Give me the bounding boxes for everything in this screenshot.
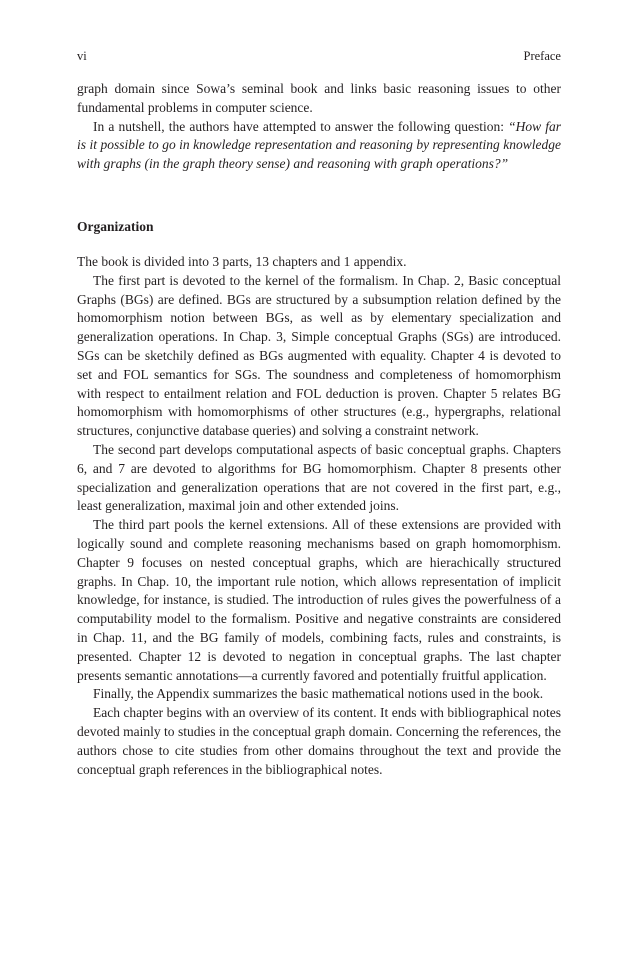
paragraph: graph domain since Sowa’s seminal book and links basic reasoning issues to other fundamental problems in computer science. bbox=[77, 81, 561, 115]
paragraph: Each chapter begins with an overview of its content. It ends with bibliographical notes devoted mainly to studies in the conceptual graph domain. Concerning the references, the authors chose to cite studies from other domains throughout the text and provide the conceptual graph references in the bibliographical notes. bbox=[77, 705, 561, 777]
running-section-title: Preface bbox=[523, 49, 561, 63]
intro-text bbox=[77, 80, 561, 174]
running-head bbox=[77, 48, 561, 64]
question-quote: “How far is it possible to go in knowledge representation and reasoning by representing knowledge with graphs (in the graph theory sense) and reasoning with graph operations?” bbox=[77, 118, 561, 172]
organization-text bbox=[77, 253, 561, 779]
paragraph: The book is divided into 3 parts, 13 chapters and 1 appendix. bbox=[77, 254, 407, 269]
question-lead: In a nutshell, the authors have attempted to answer the following question: bbox=[93, 118, 509, 134]
paragraph: The third part pools the kernel extensions. All of these extensions are provided with logically sound and complete reasoning mechanisms based on graph homomorphism. Chapter 9 focuses on nested conceptual graphs, which are hierachically structured graphs. In Chap. 10, the important rule notion, which allows representation of implicit knowledge, for instance, is studied. The introduction of rules gives the powerfulness of a computability model to the formalism. Positive and negative constraints are considered in Chap. 11, and the BG family of models, combining facts, rules and constraints, is presented. Chapter 12 is devoted to negation in conceptual graphs. The last chapter presents semantic annotations—a currently favored and potentially fruitful application. bbox=[77, 517, 561, 683]
section-heading: Organization bbox=[77, 219, 154, 234]
paragraph: Finally, the Appendix summarizes the basic mathematical notions used in the book. bbox=[93, 686, 544, 702]
paragraph: The first part is devoted to the kernel of the formalism. In Chap. 2, Basic conceptual Graphs (BGs) are defined. BGs are structured by a subsumption relation defined by the homomorphism notion between BGs, as well as by elementary specialization and generalization operations. In Chap. 3, Simple conceptual Graphs (SGs) are introduced. SGs can be sketchily defined as BGs augmented with equality. Chapter 4 is devoted to set and FOL semantics for SGs. The soundness and completeness of homomorphism with respect to entailment relation and FOL deduction is proven. Chapter 5 relates BG homomorphism with homomorphisms of other structures (e.g., hypergraphs, relational structures, conjunctive database queries) and solving a constraint network. bbox=[77, 272, 561, 439]
paragraph: The second part develops computational aspects of basic conceptual graphs. Chapters 6, and 7 are devoted to algorithms for BG homomorphism. Chapter 8 presents other specialization and generalization operations that are not covered in the first part, e.g., least generalization, maximal join and other extended joins. bbox=[77, 441, 561, 514]
page-number: vi bbox=[77, 49, 87, 63]
paragraph-question bbox=[77, 118, 561, 174]
